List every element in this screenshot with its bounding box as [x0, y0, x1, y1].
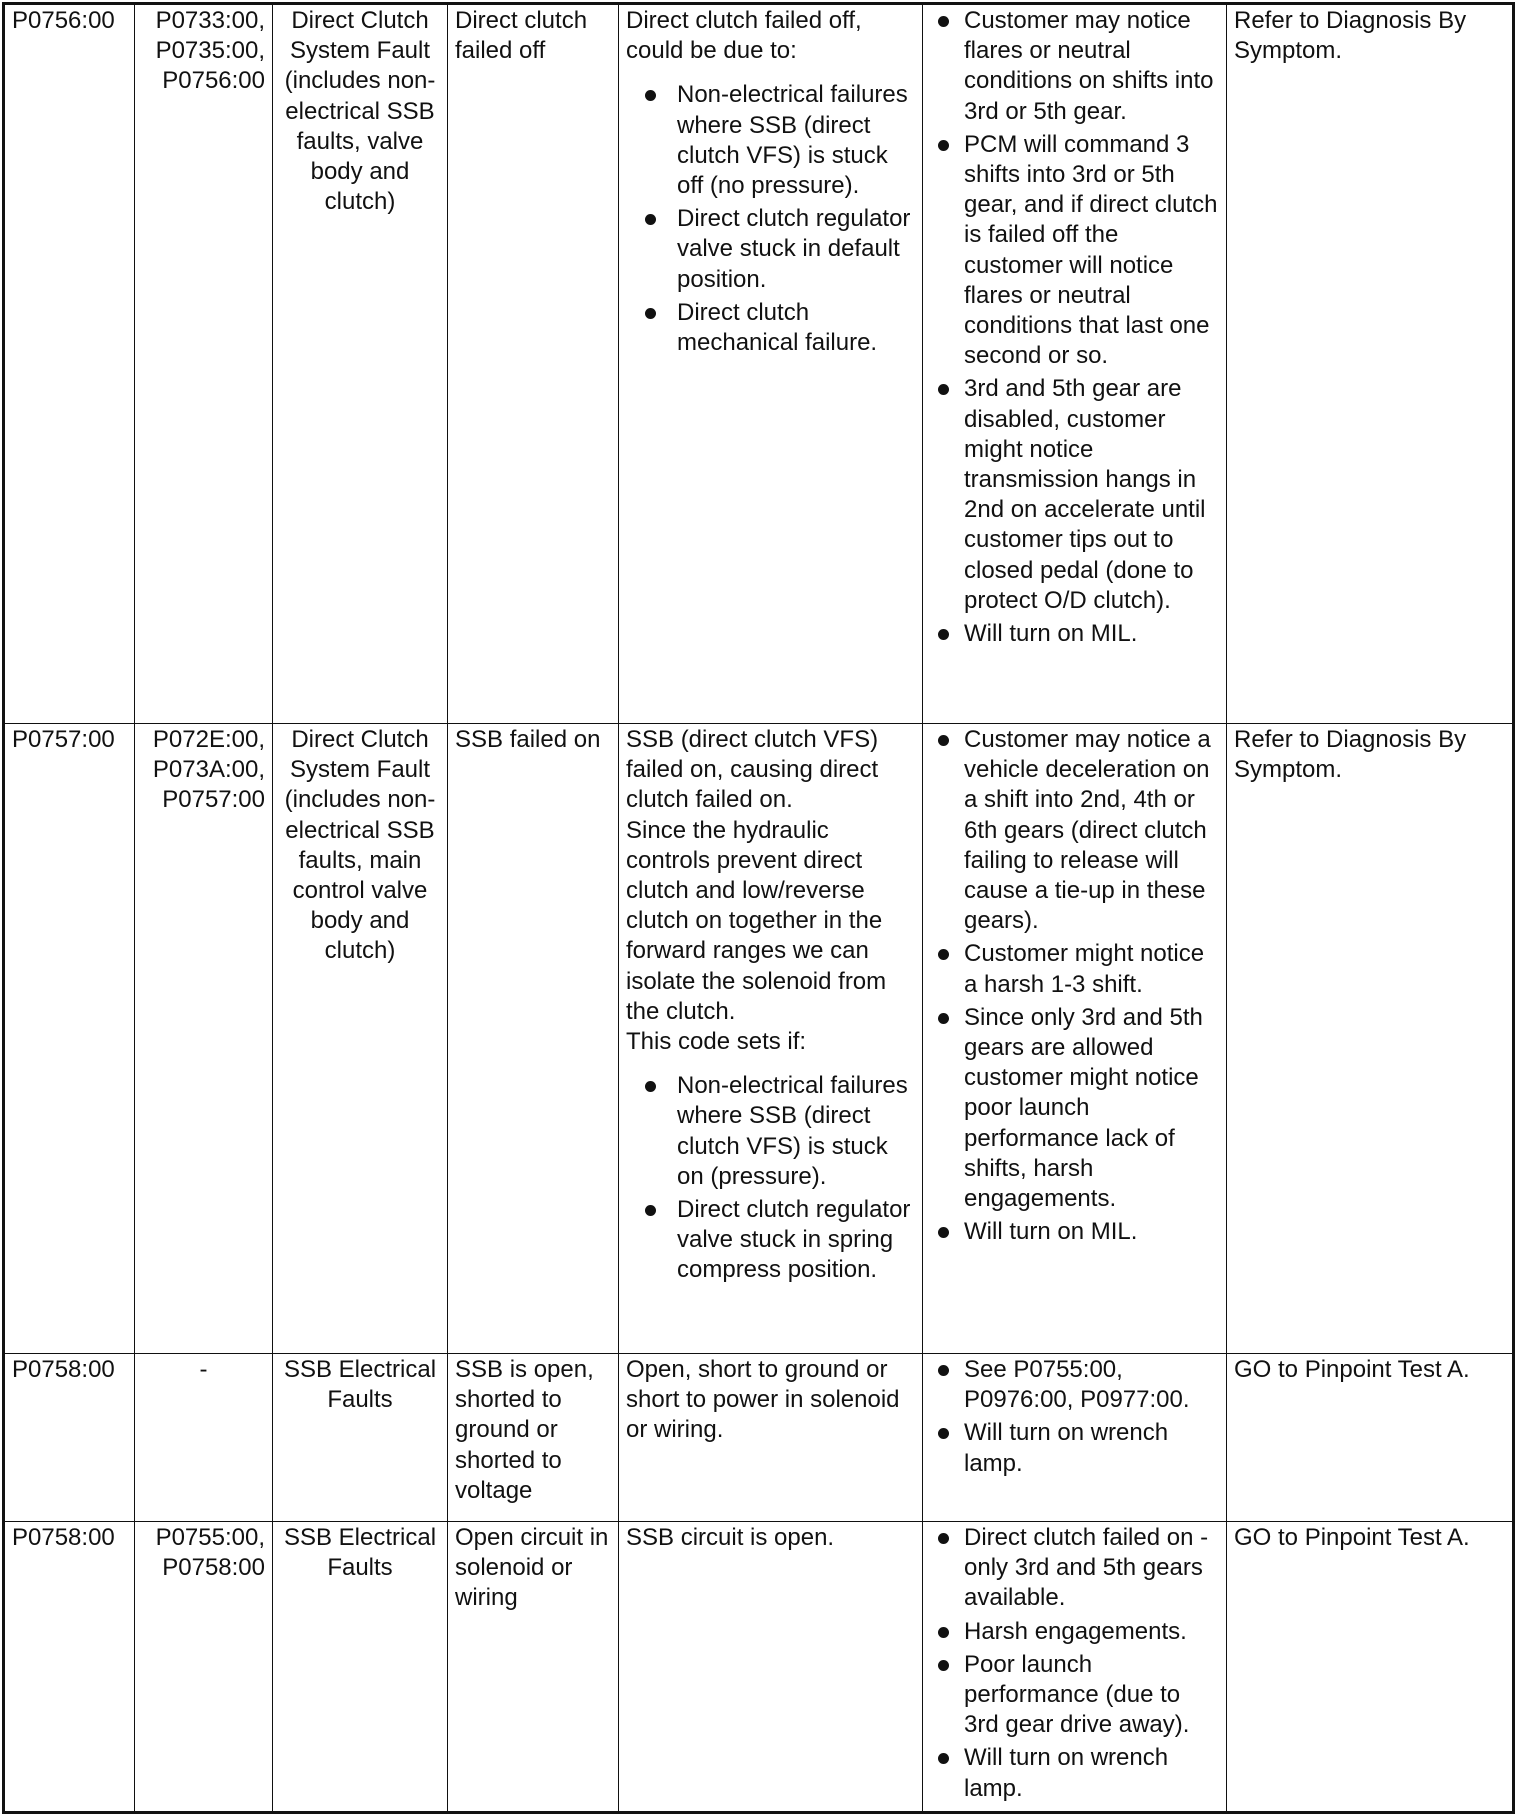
- list-item: Customer might notice a harsh 1-3 shift.: [930, 939, 1219, 999]
- list-item: Customer may notice a vehicle deceleration on a shift into 2nd, 4th or 6th gears (direct clutch failing to release will cause a tie-up in these gears).: [930, 725, 1219, 936]
- cause-cell: [619, 1522, 923, 1813]
- list-item: Will turn on MIL.: [930, 619, 1219, 649]
- related-code: P0758:00: [162, 1554, 265, 1582]
- related-code: P0755:00,: [155, 1524, 265, 1551]
- list-item: Direct clutch regulator valve stuck in spring compress position.: [626, 1195, 915, 1286]
- list-item: Direct clutch failed on - only 3rd and 5th gears available.: [930, 1523, 1219, 1614]
- related-codes-cell: [135, 4, 273, 724]
- cause-list: [626, 1071, 915, 1285]
- related-code: P0735:00,: [155, 37, 265, 65]
- table-row: [4, 1522, 1514, 1813]
- list-item: Direct clutch regulator valve stuck in default position.: [626, 204, 915, 295]
- list-item: Will turn on MIL.: [930, 1217, 1219, 1247]
- list-item: Customer may notice flares or neutral conditions on shifts into 3rd or 5th gear.: [930, 6, 1219, 127]
- symptom-cell: [923, 1354, 1227, 1522]
- dtc-code-cell: P0757:00: [4, 724, 135, 1354]
- action-cell: Refer to Diagnosis By Symptom.: [1227, 724, 1514, 1354]
- dtc-table: [2, 2, 1515, 1814]
- symptom-cell: [923, 4, 1227, 724]
- cause-list: [626, 80, 915, 358]
- related-codes-cell: [135, 1354, 273, 1522]
- list-item: Direct clutch mechanical failure.: [626, 298, 915, 358]
- list-item: Harsh engagements.: [930, 1617, 1219, 1647]
- cause-extra: This code sets if:: [626, 1028, 807, 1056]
- cause-intro: SSB circuit is open.: [626, 1524, 835, 1551]
- list-item: Will turn on wrench lamp.: [930, 1418, 1219, 1478]
- cause-extra: Since the hydraulic controls prevent direct clutch and low/reverse clutch on together in the forward ranges we can isolate the solenoid from the clutch.: [626, 816, 887, 1025]
- cause-intro: Open, short to ground or short to power in solenoid or wiring.: [626, 1356, 900, 1444]
- symptom-cell: [923, 1522, 1227, 1813]
- dtc-code-cell: P0758:00: [4, 1522, 135, 1813]
- symptom-list: [930, 6, 1219, 649]
- symptom-list: [930, 1355, 1219, 1479]
- list-item: PCM will command 3 shifts into 3rd or 5th gear, and if direct clutch is failed off the customer will notice flares or neutral conditions that last one second or so.: [930, 130, 1219, 372]
- cause-cell: [619, 4, 923, 724]
- list-item: 3rd and 5th gear are disabled, customer might notice transmission hangs in 2nd on accelerate until customer tips out to closed pedal (done to protect O/D clutch).: [930, 374, 1219, 616]
- related-code: P0756:00: [162, 67, 265, 95]
- fault-cell: SSB failed on: [448, 724, 619, 1354]
- dtc-code-cell: P0758:00: [4, 1354, 135, 1522]
- cause-intro: Direct clutch failed off, could be due to:: [626, 7, 862, 65]
- fault-cell: SSB is open, shorted to ground or shorted to voltage: [448, 1354, 619, 1522]
- fault-cell: Direct clutch failed off: [448, 4, 619, 724]
- list-item: Non-electrical failures where SSB (direct clutch VFS) is stuck on (pressure).: [626, 1071, 915, 1192]
- action-cell: GO to Pinpoint Test A.: [1227, 1522, 1514, 1813]
- table-row: [4, 4, 1514, 724]
- related-code: P0757:00: [162, 786, 265, 814]
- related-code: P073A:00,: [152, 756, 265, 784]
- action-cell: Refer to Diagnosis By Symptom.: [1227, 4, 1514, 724]
- symptom-list: [930, 725, 1219, 1247]
- symptom-cell: [923, 724, 1227, 1354]
- cause-cell: [619, 724, 923, 1354]
- list-item: Poor launch performance (due to 3rd gear drive away).: [930, 1650, 1219, 1741]
- system-cell: SSB Electrical Faults: [273, 1522, 448, 1813]
- action-cell: GO to Pinpoint Test A.: [1227, 1354, 1514, 1522]
- system-cell: Direct Clutch System Fault (includes non-electrical SSB faults, valve body and clutch): [273, 4, 448, 724]
- related-code: -: [199, 1356, 208, 1383]
- related-codes-cell: [135, 724, 273, 1354]
- list-item: See P0755:00, P0976:00, P0977:00.: [930, 1355, 1219, 1415]
- cause-intro: SSB (direct clutch VFS) failed on, causing direct clutch failed on.: [626, 726, 879, 814]
- cause-cell: [619, 1354, 923, 1522]
- list-item: Non-electrical failures where SSB (direct clutch VFS) is stuck off (no pressure).: [626, 80, 915, 201]
- table-row: [4, 1354, 1514, 1522]
- fault-cell: Open circuit in solenoid or wiring: [448, 1522, 619, 1813]
- table-row: [4, 724, 1514, 1354]
- related-codes-cell: [135, 1522, 273, 1813]
- list-item: Since only 3rd and 5th gears are allowed customer might notice poor launch performance lack of shifts, harsh engagements.: [930, 1003, 1219, 1214]
- dtc-code-cell: P0756:00: [4, 4, 135, 724]
- system-cell: Direct Clutch System Fault (includes non-electrical SSB faults, main control valve body and clutch): [273, 724, 448, 1354]
- symptom-list: [930, 1523, 1219, 1804]
- list-item: Will turn on wrench lamp.: [930, 1743, 1219, 1803]
- related-code: P072E:00,: [152, 726, 265, 753]
- system-cell: SSB Electrical Faults: [273, 1354, 448, 1522]
- related-code: P0733:00,: [155, 7, 265, 34]
